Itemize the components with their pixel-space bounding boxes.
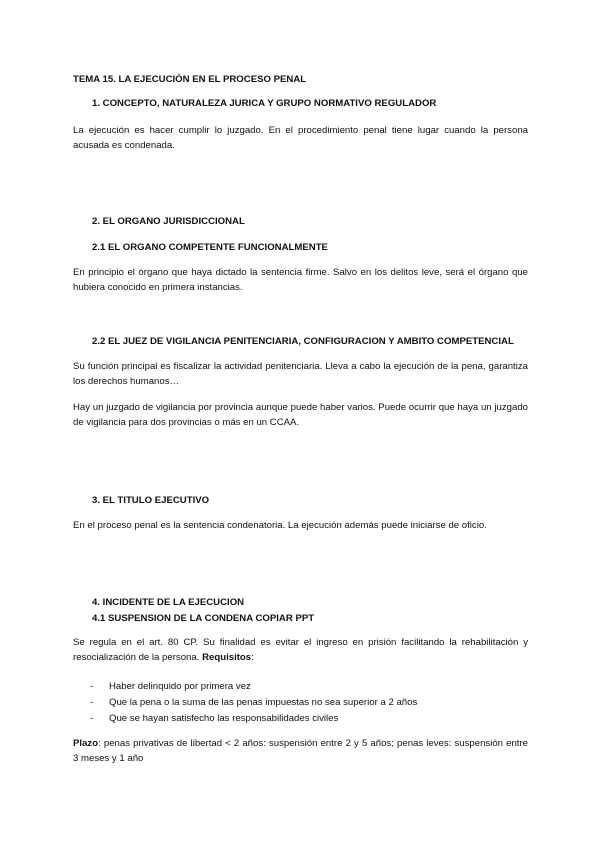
paragraph-text: La ejecución es hacer cumplir lo juzgado. En el procedimiento penal tiene lugar cuando la persona acusada es condenada. bbox=[73, 125, 528, 151]
paragraph-text: En el proceso penal es la sentencia condenatoria. La ejecución además puede iniciarse de oficio. bbox=[73, 520, 487, 531]
plazo-body: : penas privativas de libertad < 2 años: suspensión entre 2 y 5 años; penas leves: suspensión entre 3 meses y 1 año bbox=[73, 738, 528, 764]
bullet-dash: - bbox=[90, 713, 94, 724]
section-1-heading: 1. CONCEPTO, NATURALEZA JURICA Y GRUPO NORMATIVO REGULADOR bbox=[92, 98, 437, 109]
section-4-1-heading: 4.1 SUSPENSION DE LA CONDENA COPIAR PPT bbox=[92, 613, 315, 624]
section-4-1-paragraph bbox=[73, 636, 528, 666]
paragraph-body: Se regula en el art. 80 CP. Su finalidad es evitar el ingreso en prisión facilitando la rehabilitación y resocialización de la persona. bbox=[73, 637, 528, 663]
section-2-1-paragraph bbox=[73, 266, 528, 296]
section-2-1-heading: 2.1 EL ORGANO COMPETENTE FUNCIONALMENTE bbox=[92, 242, 328, 253]
paragraph-text: En principio el órgano que haya dictado la sentencia firme. Salvo en los delitos leve, será el órgano que hubiera conocido en primera instancias. bbox=[73, 267, 528, 293]
paragraph-text bbox=[73, 737, 528, 767]
plazo-paragraph bbox=[73, 737, 528, 767]
bullet-text: Haber delinquido por primera vez bbox=[109, 681, 251, 692]
bullet-text: Que la pena o la suma de las penas impuestas no sea superior a 2 años bbox=[109, 697, 418, 708]
requisitos-colon: : bbox=[251, 651, 254, 663]
bullet-dash: - bbox=[90, 681, 94, 692]
section-2-2-heading: 2.2 EL JUEZ DE VIGILANCIA PENITENCIARIA, CONFIGURACION Y AMBITO COMPETENCIAL bbox=[92, 336, 514, 347]
section-2-2-paragraph-1 bbox=[73, 360, 528, 390]
section-4-heading: 4. INCIDENTE DE LA EJECUCION bbox=[92, 597, 245, 608]
requisitos-label: Requisitos bbox=[202, 651, 252, 663]
plazo-label: Plazo bbox=[73, 738, 99, 749]
paragraph-text bbox=[73, 636, 528, 666]
bullet-dash: - bbox=[90, 697, 94, 708]
document-title: TEMA 15. LA EJECUCIÓN EN EL PROCESO PENAL bbox=[73, 74, 307, 85]
paragraph-text: Su función principal es fiscalizar la actividad penitenciaria. Lleva a cabo la ejecución de la pena, garantiza los derechos humanos… bbox=[73, 361, 528, 387]
section-2-2-paragraph-2 bbox=[73, 401, 528, 431]
section-3-paragraph bbox=[73, 519, 528, 534]
section-2-heading: 2. EL ORGANO JURISDICCIONAL bbox=[92, 216, 245, 227]
section-1-paragraph bbox=[73, 124, 528, 154]
section-3-heading: 3. EL TITULO EJECUTIVO bbox=[92, 495, 210, 506]
paragraph-text: Hay un juzgado de vigilancia por provincia aunque puede haber varios. Puede ocurrir que haya un juzgado de vigilancia para dos provincias o más en un CCAA. bbox=[73, 402, 528, 428]
bullet-text: Que se hayan satisfecho las responsabilidades civiles bbox=[109, 713, 339, 724]
